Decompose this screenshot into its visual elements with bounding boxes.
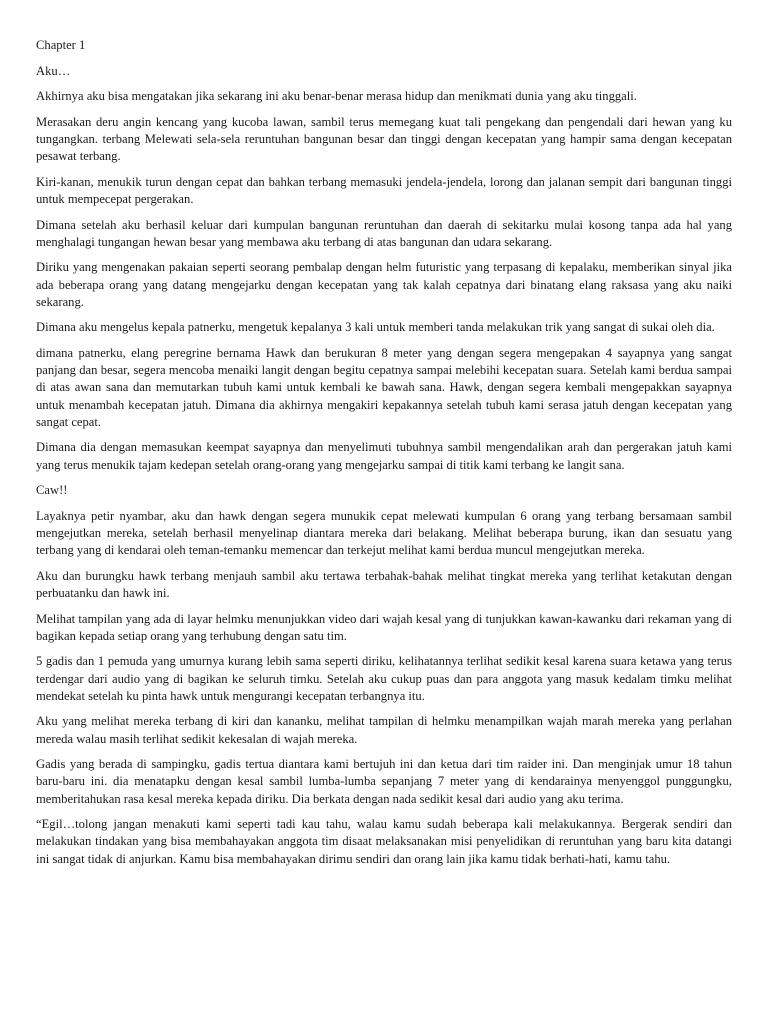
paragraph: Aku yang melihat mereka terbang di kiri dan kananku, melihat tampilan di helmku menampilkan wajah marah mereka yang perlahan mereda walau masih terlihat sedikit kekesalan di wajah mereka. (36, 714, 732, 746)
paragraph: Diriku yang mengenakan pakaian seperti seorang pembalap dengan helm futuristic yang terpasang di kepalaku, memberikan sinyal jika ada beberapa orang yang datang mengejarku dengan kecepatan yang tak kalah cepatnya dari binatang elang raksasa yang aku naiki sekarang. (36, 260, 732, 309)
paragraph: Dimana dia dengan memasukan keempat sayapnya dan menyelimuti tubuhnya sambil mengendalikan arah dan pergerakan jatuh kami yang terus menukik tajam kedepan setelah orang-orang yang mengejarku sampai di titik kami terbang ke langit sana. (36, 440, 732, 472)
paragraph: Dimana setelah aku berhasil keluar dari kumpulan bangunan reruntuhan dan daerah di sekitarku mulai kosong tanpa ada hal yang menghalagi tungangan hewan besar yang membawa aku terbang di atas bangunan dan udara sekarang. (36, 217, 732, 249)
paragraph: Merasakan deru angin kencang yang kucoba lawan, sambil terus memegang kuat tali pengekang dan pengendali dari hewan yang ku tungangkan. terbang Melewati sela-sela reruntuhan bangunan besar dan tinggi dengan kecepatan yang hampir sama dengan kecepatan pesawat terbang. (36, 114, 732, 164)
paragraph: “Egil…tolong jangan menakuti kami seperti tadi kau tahu, walau kamu sudah beberapa kali melakukannya. Bergerak sendiri dan melakukan tindakan yang bisa membahayakan anggota tim disaat melaksanakan misi penyelidikan di reruntuhan yang baru kita datangi ini sangat tidak di anjurkan. Kamu bisa membahayakan dirimu sendiri dan orang lain jika kamu tidak berhati-hati, kamu tahu. (36, 817, 732, 866)
paragraph: Gadis yang berada di sampingku, gadis tertua diantara kami bertujuh ini dan ketua dari tim raider ini. Dan menginjak umur 18 tahun baru-baru ini. dia menatapku dengan kesal sambil lumba-lumba sepanjang 7 meter yang di kendarainya menyenggol punggungku, memberitahukan rasa kesal mereka kepada diriku. Dia berkata dengan nada sedikit kesal dari audio yang aku terima. (36, 757, 732, 806)
paragraph: Layaknya petir nyambar, aku dan hawk dengan segera munukik cepat melewati kumpulan 6 orang yang terbang bersamaan sambil mengejutkan mereka, setelah berhasil menyelinap diantara mereka dari belakang. Melihat beberapa burung, ikan dan sesuatu yang terbang yang di kendarai oleh teman-temanku memencar dan terkejut melihat kami berdua muncul mengejutkan mereka. (36, 508, 732, 558)
paragraph: Aku… (36, 63, 71, 78)
paragraph: Dimana aku mengelus kepala patnerku, mengetuk kepalanya 3 kali untuk memberi tanda melakukan trik yang sangat di sukai oleh dia. (36, 320, 715, 335)
paragraph: Aku dan burungku hawk terbang menjauh sambil aku tertawa terbahak-bahak melihat tingkat mereka yang terlihat ketakutan dengan perbuatanku dan hawk ini. (36, 568, 732, 600)
paragraph: 5 gadis dan 1 pemuda yang umurnya kurang lebih sama seperti diriku, kelihatannya terlihat sedikit kesal karena suara ketawa yang terus terdengar dari audio yang di bagikan ke seluruh timku. Setelah aku cukup puas dan para anggota yang masuk kedalam timku melihat mendekat setelah ku pinta hawk untuk mengurangi kecepatan terbangnya itu. (36, 654, 732, 703)
paragraph: Caw!! (36, 483, 68, 498)
paragraph: dimana patnerku, elang peregrine bernama Hawk dan berukuran 8 meter yang dengan segera mengepakan 4 sayapnya yang sangat panjang dan besar, segera mencoba menaiki langit dengan begitu cepatnya sampai melebihi kecepatan suara. Setelah kami berdua sampai di atas awan sana dan memutarkan tubuh kami untuk kembali ke bawah sana. Hawk, dengan segera kembali mengepakkan sayapnya untuk menambah kecepatan jatuh. Dimana dia akhirnya mengakiri kepakannya setelah tubuh kami serasa jatuh dengan kecepatan yang sangat cepat. (36, 345, 732, 429)
paragraph: Akhirnya aku bisa mengatakan jika sekarang ini aku benar-benar merasa hidup dan menikmati dunia yang aku tinggali. (36, 89, 637, 104)
paragraph: Kiri-kanan, menukik turun dengan cepat dan bahkan terbang memasuki jendela-jendela, lorong dan jalanan sempit dari bangunan tinggi untuk mempecepat pergerakan. (36, 174, 732, 206)
paragraph: Melihat tampilan yang ada di layar helmku menunjukkan video dari wajah kesal yang di tunjukkan kawan-kawanku dari rekaman yang di bagikan kepada setiap orang yang terhubung dengan satu tim. (36, 611, 732, 643)
chapter-title: Chapter 1 (36, 38, 86, 52)
